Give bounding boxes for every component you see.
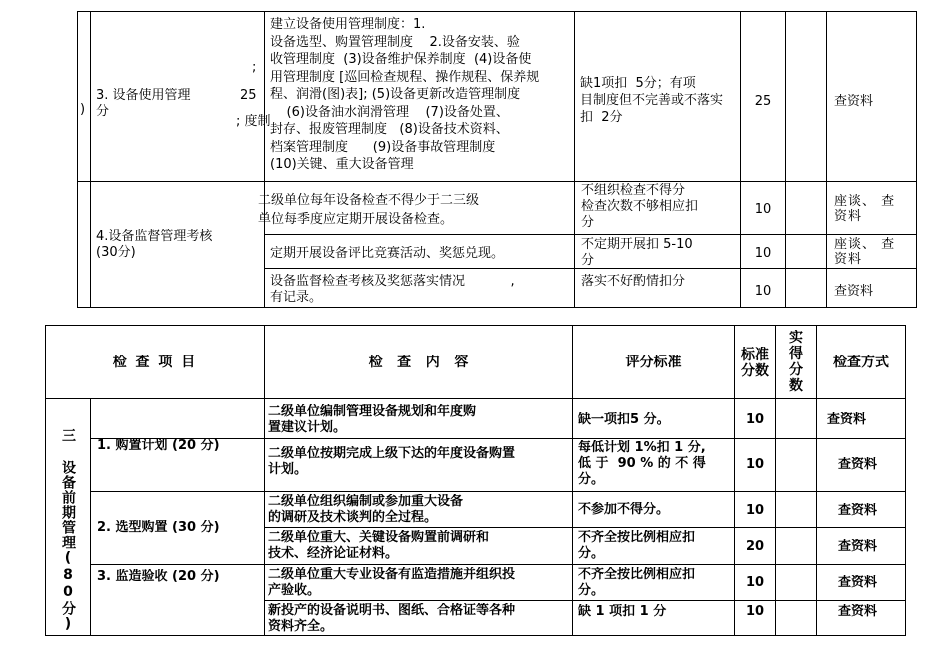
content-purchase-plan: 二级单位编制管理设备规划和年度购 置建议计划。 xyxy=(268,404,477,435)
standard-purchase-plan: 缺一项扣5 分。 xyxy=(578,412,670,427)
score-supervision-measures: 10 xyxy=(745,575,765,590)
item-equipment-use-score: 25 xyxy=(240,88,257,103)
method-supervision-check: 座谈、 查 资料 xyxy=(834,194,896,224)
score-annual-purchase: 10 xyxy=(745,457,765,472)
content-supervision-check: 二级单位每年设备检查不得少于二三级 单位每季度应定期开展设备检查。 xyxy=(258,193,480,227)
semicolon-b: ; 度制 xyxy=(236,114,271,129)
content-competition: 定期开展设备评比竞赛活动、奖惩兑现。 xyxy=(270,246,505,261)
section-equipment-early-management: 三 设备前期管理(80分) xyxy=(60,428,76,633)
score-purchase-plan: 10 xyxy=(745,412,765,427)
method-purchase-plan: 查资料 xyxy=(827,412,867,427)
content-annual-purchase: 二级单位按期完成上级下达的年度设备购置 计划。 xyxy=(268,446,516,477)
method-annual-purchase: 查资料 xyxy=(838,457,878,472)
score-new-equipment-docs: 10 xyxy=(745,604,765,619)
left-bracket: ) xyxy=(80,102,86,117)
header-actual-score: 实 得 分 数 xyxy=(789,330,803,394)
item-equipment-use: 3. 设备使用管理 xyxy=(96,88,191,103)
standard-supervision-measures: 不齐全按比例相应扣 分。 xyxy=(578,567,696,598)
item-supervision-acceptance: 3. 监造验收 (20 分) xyxy=(97,569,220,584)
item-selection-purchase: 2. 选型购置 (30 分) xyxy=(97,520,220,535)
content-research: 二级单位组织编制或参加重大设备 的调研及技术谈判的全过程。 xyxy=(268,494,464,525)
header-check-content: 检 查 内 容 xyxy=(368,355,469,370)
header-standard-score: 标准 分数 xyxy=(741,347,769,379)
content-equipment-use: 建立设备使用管理制度：1. 设备选型、购置管理制度 2.设备安装、验 收管理制度 (3)设备维护保养制度 (4)设备使 用管理制度 [巡回检查规程、操作规程、保养规 程、润滑(图)表]; (5)设备更新改造管理制度 (6)设备油水润滑管理 (7)设备处置、 封存、报废管理制度 (8)设备技术资料、 档案管理制度 (9)设备事故管理制度 (10)关键、重大设备管理 xyxy=(270,17,540,172)
method-research: 查资料 xyxy=(838,503,878,518)
score-supervision-check: 10 xyxy=(754,202,772,217)
standard-tech-econ: 不齐全按比例相应扣 分。 xyxy=(578,530,696,561)
standard-annual-purchase: 每低计划 1%扣 1 分, 低 于 90 % 的 不 得 分。 xyxy=(578,440,706,487)
content-supervision-measures: 二级单位重大专业设备有监造措施并组织投 产验收。 xyxy=(268,567,516,598)
item-purchase-plan: 1. 购置计划 (20 分) xyxy=(97,438,220,453)
content-new-equipment-docs: 新投产的设备说明书、图纸、合格证等各种 资料齐全。 xyxy=(268,603,516,634)
item-equipment-use-suffix: 分 xyxy=(96,104,110,119)
method-supervision-measures: 查资料 xyxy=(838,575,878,590)
method-tech-econ: 查资料 xyxy=(838,539,878,554)
method-competition: 座谈、 查 资料 xyxy=(834,237,896,267)
method-reward-check: 查资料 xyxy=(834,284,874,299)
standard-reward-check: 落实不好酌情扣分 xyxy=(581,274,686,289)
header-check-item: 检 查 项 目 xyxy=(112,355,198,370)
standard-new-equipment-docs: 缺 1 项扣 1 分 xyxy=(578,604,667,619)
semicolon-a: ; xyxy=(252,60,257,75)
score-research: 10 xyxy=(745,503,765,518)
score-reward-check: 10 xyxy=(754,284,772,299)
content-tech-econ: 二级单位重大、关键设备购置前调研和 技术、经济论证材料。 xyxy=(268,530,490,561)
standard-supervision-check: 不组织检查不得分 检查次数不够相应扣 分 xyxy=(581,183,699,230)
standard-equipment-use: 缺1项扣 5分；有项 目制度但不完善或不落实 扣 2分 xyxy=(580,76,724,125)
item-supervision: 4.设备监督管理考核 (30分) xyxy=(96,229,213,260)
content-reward-check: 设备监督检查考核及奖惩落实情况 , 有记录。 xyxy=(270,274,515,305)
score-competition: 10 xyxy=(754,246,772,261)
score-tech-econ: 20 xyxy=(745,539,765,554)
standard-research: 不参加不得分。 xyxy=(578,502,670,517)
standard-competition: 不定期开展扣 5-10 分 xyxy=(581,237,693,268)
method-equipment-use: 查资料 xyxy=(834,94,874,109)
header-scoring-standard: 评分标准 xyxy=(625,355,682,370)
score-equipment-use: 25 xyxy=(754,94,772,109)
method-new-equipment-docs: 查资料 xyxy=(838,604,878,619)
header-check-method: 检查方式 xyxy=(833,355,889,370)
